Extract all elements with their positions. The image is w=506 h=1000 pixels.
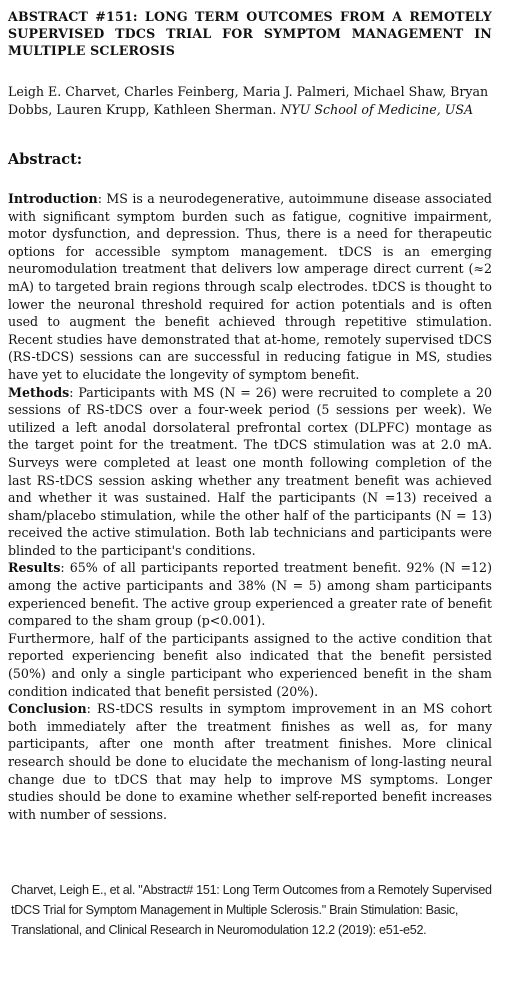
methods-paragraph (8, 384, 492, 560)
conclusion-label: Conclusion (8, 701, 87, 717)
citation: Charvet, Leigh E., et al. "Abstract# 151: Long Term Outcomes from a Remotely Supervised tDCS Trial for Symptom Management in Multiple Sclerosis." Brain Stimulation: Basic, Translational, and Clinical Research in Neuromodulation 12.2 (2019): e51-e52. (11, 883, 492, 937)
author-line (8, 83, 492, 119)
abstract-body (8, 190, 492, 823)
results-paragraph (8, 559, 492, 629)
introduction-label: Introduction (8, 191, 98, 206)
abstract-page (8, 8, 492, 823)
results-text: : 65% of all participants reported treatment benefit. 92% (N =12) among the active participants and 38% (N = 5) among sham participants experienced benefit. The active group experienced a greater rate of benefit compared to the sham group (p<0.001). (8, 560, 492, 629)
methods-text: : Participants with MS (N = 26) were recruited to complete a 20 sessions of RS-tDCS over a four-week period (5 sessions per week). We utilized a left anodal dorsolateral prefrontal cortex (DLPFC) montage as the target point for the treatment. The tDCS stimulation was at 2.0 mA. Surveys were completed at least one month following completion of the last RS-tDCS session asking whether any treatment benefit was achieved and whether it was sustained. Half the participants (N =13) received a sham/placebo stimulation, while the other half of the participants (N = 13) received the active stimulation. Both lab technicians and participants were blinded to the participant's conditions. (8, 384, 492, 558)
paper-title: ABSTRACT #151: LONG TERM OUTCOMES FROM A REMOTELY SUPERVISED TDCS TRIAL FOR SYMPTOM MANAGEMENT IN MULTIPLE SCLEROSIS (8, 9, 492, 58)
abstract-heading: Abstract: (8, 151, 83, 168)
affiliation: NYU School of Medicine, USA (280, 102, 474, 117)
introduction-text: : MS is a neurodegenerative, autoimmune disease associated with significant symptom burden such as fatigue, cognitive impairment, motor dysfunction, and depression. Thus, there is a need for therapeutic options for accessible symptom management. tDCS is an emerging neuromodulation treatment that delivers low amperage direct current (≈2 mA) to targeted brain regions through scalp electrodes. tDCS is thought to lower the neuronal threshold required for action potentials and is often used to augment the benefit achieved through repetitive stimulation. Recent studies have demonstrated that at-home, remotely supervised tDCS (RS-tDCS) sessions can are successful in reducing fatigue in MS, studies have yet to elucidate the longevity of symptom benefit. (8, 191, 492, 382)
introduction-paragraph (8, 190, 492, 384)
author-list: Leigh E. Charvet, Charles Feinberg, Maria J. Palmeri, Michael Shaw, Bryan Dobbs, Lauren Krupp, Kathleen Sherman. (8, 84, 489, 117)
conclusion-text: : RS-tDCS results in symptom improvement in an MS cohort both immediately after the treatment finishes as well as, for many participants, after one month after treatment finishes. More clinical research should be done to elucidate the mechanism of long-lasting neural change due to tDCS that may help to improve MS symptoms. Longer studies should be done to examine whether self-reported benefit increases with number of sessions. (8, 701, 492, 822)
conclusion-paragraph (8, 700, 492, 823)
results-label: Results (8, 560, 61, 576)
methods-label: Methods (8, 384, 70, 400)
results-continued-paragraph: Furthermore, half of the participants assigned to the active condition that reported experiencing benefit also indicated that the benefit persisted (50%) and only a single participant who experienced benefit in the sham condition indicated that benefit persisted (20%). (8, 630, 492, 699)
